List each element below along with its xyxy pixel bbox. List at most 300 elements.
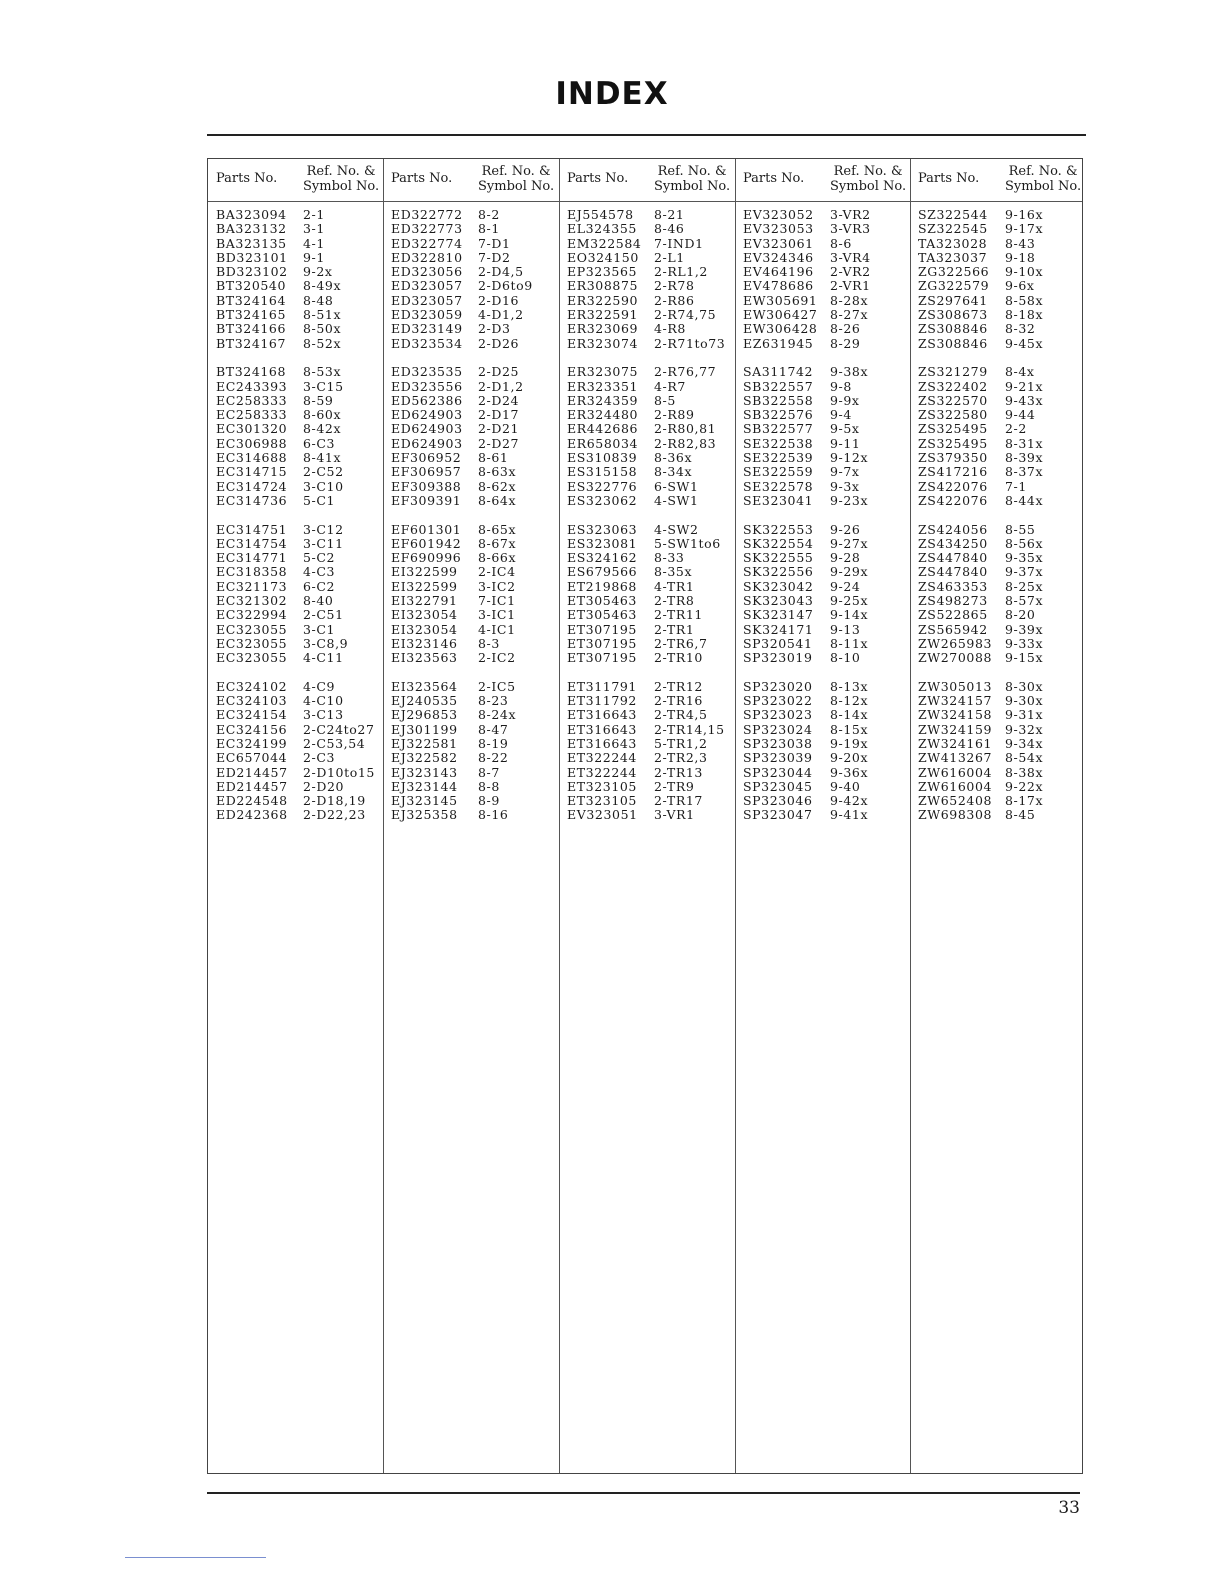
index-row: [559, 751, 734, 765]
index-row: [383, 794, 558, 808]
ref-symbol-number: 9-2x: [303, 264, 333, 280]
ref-symbol-number: 9-13: [830, 621, 861, 637]
index-row: [383, 465, 558, 479]
index-row: [208, 237, 383, 251]
index-row: [559, 723, 734, 737]
ref-symbol-number: 8-30x: [1005, 678, 1044, 694]
index-row: [910, 265, 1085, 279]
entry-block: [383, 208, 558, 351]
ref-symbol-number: 2-D3: [478, 321, 511, 337]
ref-symbol-number: 9-11: [830, 435, 861, 451]
parts-number: EJ325358: [391, 807, 458, 823]
ref-symbol-number: 3-VR1: [654, 807, 695, 823]
parts-number: SP323046: [743, 793, 813, 809]
ref-symbol-number: 8-33: [654, 550, 685, 566]
parts-number: SK322553: [743, 521, 814, 537]
index-row: [559, 680, 734, 694]
ref-header-line1: Ref. No. &: [1008, 164, 1078, 179]
ref-symbol-number: 4-TR1: [654, 578, 695, 594]
parts-number: EJ323143: [391, 764, 458, 780]
parts-number: SP323047: [743, 807, 813, 823]
parts-number: EC258333: [216, 392, 288, 408]
parts-number: ER324480: [567, 407, 639, 423]
parts-number: ED322810: [391, 249, 463, 265]
index-row: [383, 565, 558, 579]
index-row: [735, 551, 910, 565]
index-row: [383, 723, 558, 737]
index-row: [559, 737, 734, 751]
index-row: [735, 780, 910, 794]
parts-number: ES323063: [567, 521, 638, 537]
ref-symbol-number: 8-60x: [303, 407, 342, 423]
parts-number: ET322244: [567, 764, 637, 780]
index-row: [910, 808, 1085, 822]
parts-number: ED224548: [216, 793, 288, 809]
ref-header-line2: Symbol No.: [1005, 179, 1082, 194]
ref-symbol-number: 6-SW1: [654, 478, 699, 494]
column-group-body: [559, 208, 734, 837]
ref-symbol-number: 9-10x: [1005, 264, 1044, 280]
parts-number: EJ323144: [391, 778, 458, 794]
ref-symbol-number: 2-TR12: [654, 678, 703, 694]
index-row: [208, 565, 383, 579]
parts-number: EC314724: [216, 478, 288, 494]
index-row: [383, 237, 558, 251]
ref-header-line2: Symbol No.: [654, 179, 731, 194]
index-row: [910, 694, 1085, 708]
parts-number: ED624903: [391, 407, 463, 423]
index-row: [559, 651, 734, 665]
index-row: [735, 365, 910, 379]
entry-block: [559, 523, 734, 666]
index-row: [208, 680, 383, 694]
parts-number: SB322557: [743, 378, 814, 394]
ref-symbol-number: 8-52x: [303, 335, 342, 351]
parts-number: ZW616004: [918, 778, 993, 794]
index-row: [559, 708, 734, 722]
index-row: [383, 680, 558, 694]
parts-number: EC324103: [216, 693, 288, 709]
parts-number: ES322776: [567, 478, 638, 494]
entry-block: [208, 365, 383, 508]
parts-number: ZW616004: [918, 764, 993, 780]
index-row: [910, 680, 1085, 694]
parts-number: SP323019: [743, 650, 813, 666]
ref-symbol-number: 2-R74,75: [654, 307, 717, 323]
parts-no-header: Parts No.: [918, 171, 980, 186]
index-row: [910, 651, 1085, 665]
parts-number: ZS417216: [918, 464, 988, 480]
index-row: [208, 623, 383, 637]
parts-number: ZS325495: [918, 435, 988, 451]
parts-number: EJ301199: [391, 721, 458, 737]
parts-number: ED323057: [391, 278, 463, 294]
index-row: [735, 337, 910, 351]
index-row: [735, 294, 910, 308]
ref-symbol-number: 3-C13: [303, 707, 344, 723]
ref-symbol-number: 8-26: [830, 321, 861, 337]
parts-number: ED214457: [216, 778, 288, 794]
index-row: [208, 694, 383, 708]
ref-symbol-number: 5-SW1to6: [654, 535, 721, 551]
ref-symbol-number: 8-9: [478, 793, 500, 809]
ref-symbol-number: 2-D16: [478, 292, 520, 308]
parts-number: SP323020: [743, 678, 813, 694]
parts-number: ZS565942: [918, 621, 988, 637]
parts-number: ZS447840: [918, 550, 988, 566]
ref-symbol-number: 9-1: [303, 249, 325, 265]
ref-symbol-number: 8-35x: [654, 564, 693, 580]
ref-symbol-number: 9-3x: [830, 478, 860, 494]
index-row: [735, 308, 910, 322]
index-row: [383, 365, 558, 379]
ref-symbol-number: 8-49x: [303, 278, 342, 294]
parts-number: ET311791: [567, 678, 637, 694]
index-row: [735, 537, 910, 551]
ref-symbol-number: 8-10: [830, 650, 861, 666]
index-row: [559, 623, 734, 637]
parts-number: EJ323145: [391, 793, 458, 809]
ref-symbol-number: 7-D2: [478, 249, 511, 265]
ref-symbol-number: 4-C9: [303, 678, 336, 694]
index-row: [208, 737, 383, 751]
index-row: [735, 523, 910, 537]
column-group-body: [208, 208, 383, 837]
ref-symbol-number: 2-IC4: [478, 564, 516, 580]
parts-number: EZ631945: [743, 335, 814, 351]
parts-number: ET316643: [567, 721, 637, 737]
ref-symbol-number: 9-26: [830, 521, 861, 537]
ref-symbol-number: 9-23x: [830, 492, 869, 508]
index-row: [735, 380, 910, 394]
parts-number: EF601942: [391, 535, 462, 551]
index-row: [208, 451, 383, 465]
parts-number: ER323074: [567, 335, 639, 351]
parts-number: ZW698308: [918, 807, 993, 823]
index-row: [559, 594, 734, 608]
index-row: [910, 580, 1085, 594]
parts-number: SP323045: [743, 778, 813, 794]
parts-number: SE323041: [743, 492, 814, 508]
ref-symbol-number: 9-32x: [1005, 721, 1044, 737]
ref-symbol-number: 2-C24to27: [303, 721, 375, 737]
ref-symbol-number: 8-63x: [478, 464, 517, 480]
ref-symbol-number: 8-5: [654, 392, 676, 408]
parts-number: ER322591: [567, 307, 639, 323]
ref-symbol-number: 8-18x: [1005, 307, 1044, 323]
parts-number: ED242368: [216, 807, 288, 823]
ref-symbol-number: 8-6: [830, 235, 852, 251]
index-row: [559, 337, 734, 351]
parts-number: ET307195: [567, 621, 637, 637]
index-row: [383, 265, 558, 279]
index-row: [208, 537, 383, 551]
index-row: [910, 365, 1085, 379]
parts-number: ER658034: [567, 435, 639, 451]
ref-symbol-number: 2-D18,19: [303, 793, 366, 809]
parts-number: SE322538: [743, 435, 814, 451]
index-row: [208, 808, 383, 822]
index-row: [208, 651, 383, 665]
ref-symbol-number: 8-36x: [654, 450, 693, 466]
parts-number: EC324102: [216, 678, 288, 694]
ref-symbol-number: 8-32: [1005, 321, 1036, 337]
ref-symbol-number: 2-R82,83: [654, 435, 717, 451]
index-row: [910, 308, 1085, 322]
index-row: [735, 394, 910, 408]
index-row: [735, 408, 910, 422]
ref-symbol-number: 8-58x: [1005, 292, 1044, 308]
parts-number: EC323055: [216, 635, 288, 651]
parts-number: EI323563: [391, 650, 458, 666]
index-row: [559, 794, 734, 808]
parts-number: SB322576: [743, 407, 814, 423]
entry-block: [735, 208, 910, 351]
ref-symbol-header: [1005, 164, 1081, 194]
parts-number: ER308875: [567, 278, 639, 294]
index-row: [910, 422, 1085, 436]
index-row: [383, 766, 558, 780]
index-row: [735, 680, 910, 694]
parts-no-header: Parts No.: [743, 171, 805, 186]
parts-number: ZS308673: [918, 307, 988, 323]
parts-number: BT324164: [216, 292, 287, 308]
column-group-body: [910, 208, 1085, 837]
ref-symbol-number: 2-D25: [478, 364, 520, 380]
parts-number: ET311792: [567, 693, 637, 709]
ref-symbol-number: 2-L1: [654, 249, 685, 265]
index-row: [910, 623, 1085, 637]
ref-symbol-number: 8-66x: [478, 550, 517, 566]
ref-symbol-number: 2-R80,81: [654, 421, 717, 437]
index-row: [383, 808, 558, 822]
ref-symbol-number: 2-RL1,2: [654, 264, 708, 280]
parts-number: ZG322579: [918, 278, 990, 294]
ref-symbol-number: 8-51x: [303, 307, 342, 323]
parts-number: EC314715: [216, 464, 288, 480]
ref-symbol-number: 2-R86: [654, 292, 695, 308]
ref-symbol-number: 9-33x: [1005, 635, 1044, 651]
ref-header-line1: Ref. No. &: [657, 164, 727, 179]
entry-block: [383, 523, 558, 666]
index-row: [208, 523, 383, 537]
index-row: [208, 494, 383, 508]
parts-number: ZS424056: [918, 521, 988, 537]
index-row: [735, 751, 910, 765]
parts-number: SE322559: [743, 464, 814, 480]
index-row: [910, 523, 1085, 537]
index-row: [735, 237, 910, 251]
ref-symbol-number: 2-R71to73: [654, 335, 726, 351]
entry-block: [910, 523, 1085, 666]
ref-symbol-number: 2-D1,2: [478, 378, 524, 394]
index-row: [383, 422, 558, 436]
index-row: [735, 794, 910, 808]
parts-number: EI323564: [391, 678, 458, 694]
index-row: [383, 322, 558, 336]
ref-symbol-number: 4-C11: [303, 650, 344, 666]
column-group-body: [383, 208, 558, 837]
ref-symbol-number: 2-IC2: [478, 650, 516, 666]
parts-number: BA323135: [216, 235, 287, 251]
index-row: [735, 708, 910, 722]
parts-number: EC314688: [216, 450, 288, 466]
index-row: [208, 580, 383, 594]
ref-symbol-number: 5-C2: [303, 550, 336, 566]
parts-number: ZS463353: [918, 578, 988, 594]
ref-symbol-number: 8-29: [830, 335, 861, 351]
parts-number: EF601301: [391, 521, 462, 537]
parts-number: EV323053: [743, 221, 814, 237]
ref-symbol-number: 9-38x: [830, 364, 869, 380]
ref-symbol-number: 8-50x: [303, 321, 342, 337]
parts-no-header: Parts No.: [567, 171, 629, 186]
parts-number: ET316643: [567, 707, 637, 723]
index-row: [910, 208, 1085, 222]
index-row: [559, 780, 734, 794]
ref-symbol-number: 8-57x: [1005, 593, 1044, 609]
parts-number: EC243393: [216, 378, 288, 394]
ref-symbol-header: [654, 164, 730, 194]
index-row: [208, 265, 383, 279]
index-row: [208, 322, 383, 336]
index-row: [383, 251, 558, 265]
parts-number: EW305691: [743, 292, 818, 308]
entry-block: [208, 208, 383, 351]
parts-number: BT324166: [216, 321, 287, 337]
index-row: [559, 322, 734, 336]
ref-symbol-number: 2-C3: [303, 750, 336, 766]
ref-symbol-number: 5-C1: [303, 492, 336, 508]
index-row: [735, 637, 910, 651]
index-row: [559, 251, 734, 265]
ref-symbol-number: 2-TR1: [654, 621, 695, 637]
ref-symbol-number: 5-TR1,2: [654, 735, 708, 751]
ref-symbol-number: 2-R89: [654, 407, 695, 423]
ref-symbol-number: 2-TR9: [654, 778, 695, 794]
index-row: [910, 565, 1085, 579]
parts-number: ED624903: [391, 435, 463, 451]
parts-number: ZS322580: [918, 407, 988, 423]
index-row: [208, 208, 383, 222]
ref-symbol-number: 8-34x: [654, 464, 693, 480]
ref-symbol-number: 2-D27: [478, 435, 520, 451]
ref-header-line1: Ref. No. &: [481, 164, 551, 179]
parts-number: ES323081: [567, 535, 638, 551]
index-row: [735, 651, 910, 665]
ref-symbol-number: 3-1: [303, 221, 325, 237]
parts-number: SP323038: [743, 735, 813, 751]
ref-symbol-number: 9-30x: [1005, 693, 1044, 709]
index-row: [383, 451, 558, 465]
index-row: [735, 723, 910, 737]
ref-symbol-number: 2-D22,23: [303, 807, 366, 823]
entry-block: [910, 680, 1085, 823]
parts-number: ES310839: [567, 450, 638, 466]
index-row: [735, 480, 910, 494]
parts-number: EC321173: [216, 578, 288, 594]
ref-symbol-number: 8-27x: [830, 307, 869, 323]
ref-symbol-number: 2-1: [303, 207, 325, 222]
ref-symbol-number: 8-20: [1005, 607, 1036, 623]
index-row: [208, 408, 383, 422]
index-row: [383, 523, 558, 537]
ref-symbol-number: 4-C10: [303, 693, 344, 709]
index-row: [208, 422, 383, 436]
parts-number: EC322994: [216, 607, 288, 623]
ref-symbol-number: 9-8: [830, 378, 852, 394]
parts-no-header: Parts No.: [391, 171, 453, 186]
ref-symbol-number: 2-VR1: [830, 278, 871, 294]
index-row: [208, 222, 383, 236]
ref-symbol-number: 8-61: [478, 450, 509, 466]
parts-number: EM322584: [567, 235, 642, 251]
ref-symbol-number: 8-11x: [830, 635, 869, 651]
parts-number: ET305463: [567, 593, 637, 609]
parts-number: ES679566: [567, 564, 638, 580]
ref-symbol-number: 9-25x: [830, 593, 869, 609]
index-row: [383, 551, 558, 565]
entry-block: [208, 523, 383, 666]
page-number: 33: [1058, 1498, 1080, 1518]
index-row: [208, 279, 383, 293]
parts-number: SP323024: [743, 721, 813, 737]
parts-number: ZW413267: [918, 750, 993, 766]
parts-number: EC323055: [216, 621, 288, 637]
ref-symbol-number: 3-C15: [303, 378, 344, 394]
index-row: [559, 380, 734, 394]
index-row: [208, 465, 383, 479]
index-row: [735, 222, 910, 236]
parts-number: ET219868: [567, 578, 637, 594]
ref-symbol-number: 7-1: [1005, 478, 1027, 494]
parts-number: EC324156: [216, 721, 288, 737]
ref-header-line1: Ref. No. &: [833, 164, 903, 179]
parts-number: ED323059: [391, 307, 463, 323]
parts-number: ET323105: [567, 778, 637, 794]
ref-symbol-number: 9-40: [830, 778, 861, 794]
ref-symbol-number: 8-41x: [303, 450, 342, 466]
index-row: [383, 537, 558, 551]
ref-symbol-number: 8-62x: [478, 478, 517, 494]
ref-symbol-number: 9-15x: [1005, 650, 1044, 666]
parts-number: ZS308846: [918, 321, 988, 337]
ref-symbol-header: [830, 164, 906, 194]
parts-number: ZS447840: [918, 564, 988, 580]
parts-number: SP323022: [743, 693, 813, 709]
index-row: [383, 394, 558, 408]
parts-number: EV323051: [567, 807, 638, 823]
index-row: [910, 480, 1085, 494]
index-row: [735, 422, 910, 436]
index-row: [910, 608, 1085, 622]
index-row: [735, 251, 910, 265]
entry-block: [208, 680, 383, 823]
parts-number: BT324167: [216, 335, 287, 351]
index-row: [910, 337, 1085, 351]
parts-number: BT320540: [216, 278, 287, 294]
index-row: [383, 780, 558, 794]
parts-number: EV323061: [743, 235, 814, 251]
title-rule: [207, 134, 1086, 136]
parts-number: ED322774: [391, 235, 463, 251]
ref-symbol-number: 2-TR14,15: [654, 721, 725, 737]
parts-number: ET322244: [567, 750, 637, 766]
parts-number: ER324359: [567, 392, 639, 408]
ref-symbol-number: 8-48: [303, 292, 334, 308]
index-row: [559, 422, 734, 436]
ref-symbol-number: 9-14x: [830, 607, 869, 623]
